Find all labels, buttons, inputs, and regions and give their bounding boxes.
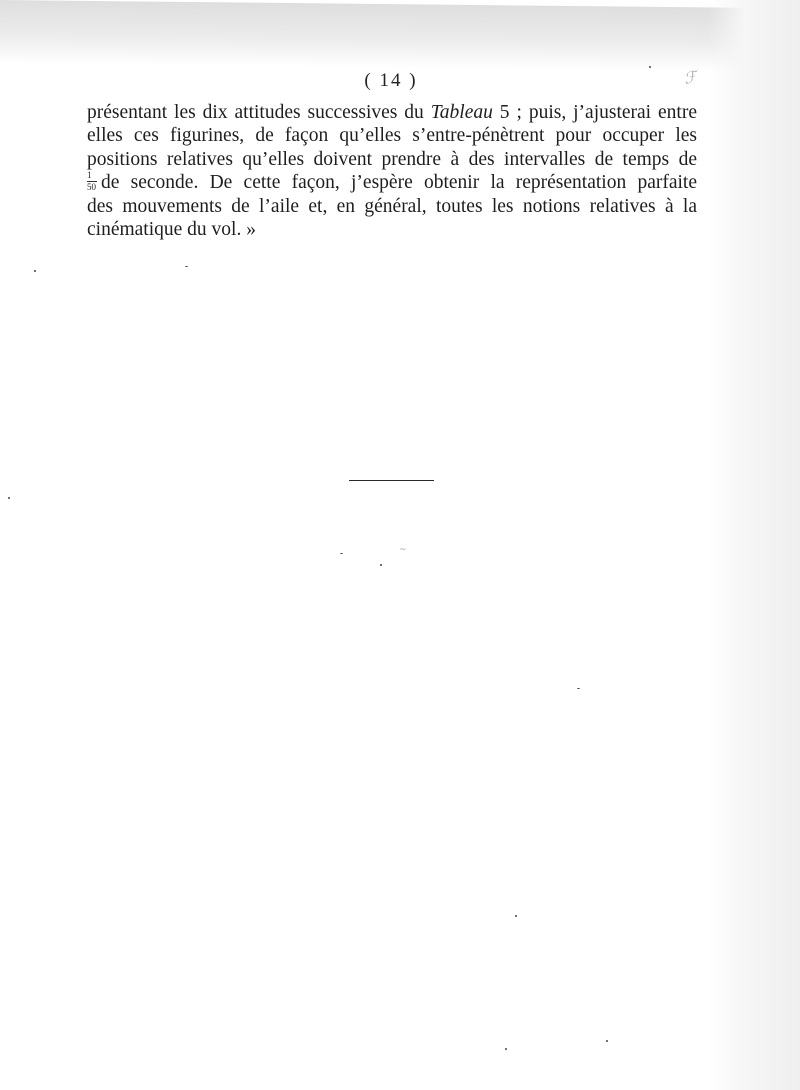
page-number: ( 14 ) xyxy=(364,70,418,91)
scan-shading-right xyxy=(708,0,800,1090)
dust-speck xyxy=(8,497,10,499)
fraction-one-fiftieth xyxy=(87,171,97,192)
dust-speck xyxy=(515,915,517,917)
paragraph-line-2: elles ces figurines, de façon qu’elles s’entre-pénètrent pour occuper les xyxy=(87,125,697,147)
section-end-rule xyxy=(349,480,434,481)
paragraph-line-4 xyxy=(87,171,697,194)
line-4-text: de seconde. De cette façon, j’espère obtenir la représentation parfaite xyxy=(101,172,697,194)
dust-speck xyxy=(185,266,188,267)
body-paragraph xyxy=(87,101,697,241)
dust-speck xyxy=(34,270,36,272)
dust-speck xyxy=(606,1040,608,1042)
scan-shading-top xyxy=(0,0,800,72)
dust-speck xyxy=(340,553,343,554)
fraction-denominator: 50 xyxy=(87,182,96,193)
dust-speck xyxy=(649,66,651,68)
paragraph-line-3: positions relatives qu’elles doivent prendre à des intervalles de temps de xyxy=(87,148,697,170)
line-1-start: présentant les dix attitudes successives du xyxy=(87,102,431,123)
dust-speck xyxy=(505,1048,507,1050)
paragraph-line-5: des mouvements de l’aile et, en général, toutes les notions relatives à la xyxy=(87,195,697,217)
dust-speck xyxy=(380,564,382,566)
dust-speck xyxy=(577,688,580,689)
paragraph-line-6: cinématique du vol. » xyxy=(87,219,256,241)
corner-handwritten-mark: ℱ xyxy=(682,69,699,88)
paragraph-line-1 xyxy=(87,101,697,124)
fraction-numerator: 1 xyxy=(87,170,92,181)
line-1-end: 5 ; puis, j’ajusterai entre xyxy=(492,102,697,123)
ink-smudge: ~ xyxy=(399,545,407,555)
italic-tableau: Tableau xyxy=(430,102,493,123)
